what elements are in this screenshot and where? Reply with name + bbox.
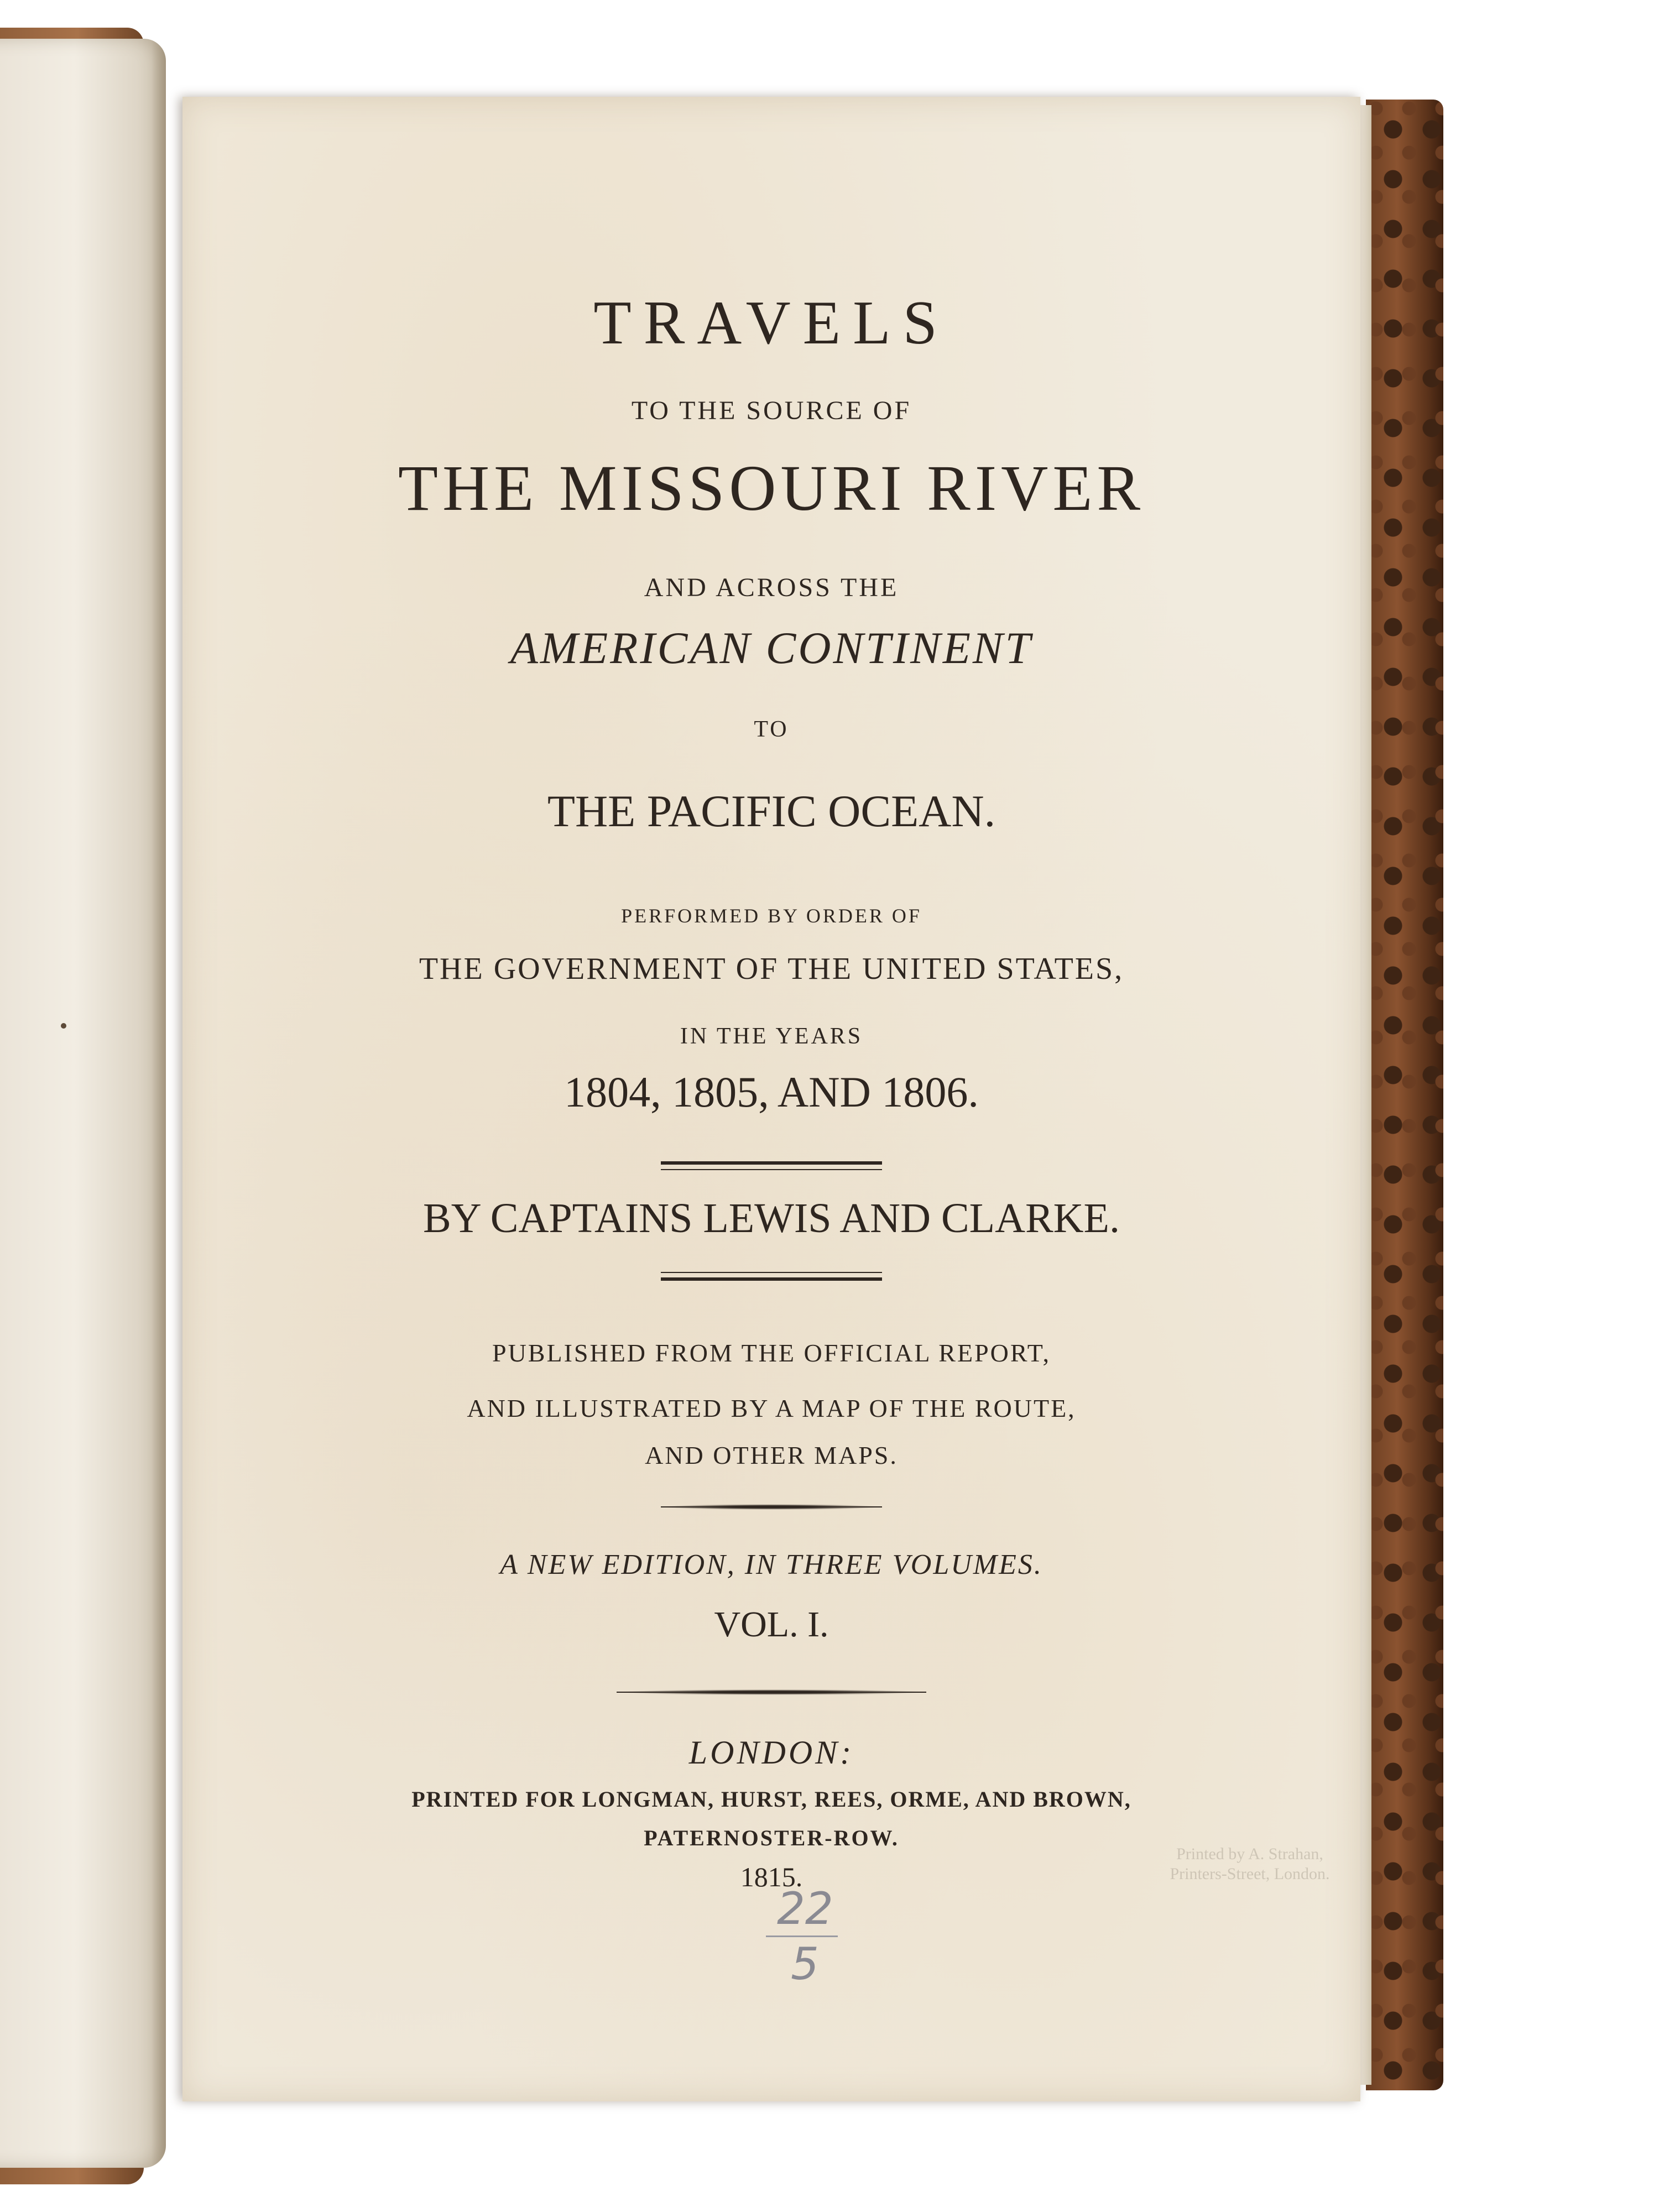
across-line: AND ACROSS THE bbox=[644, 573, 899, 602]
year-line: 1815. bbox=[740, 1861, 803, 1892]
address-line: PATERNOSTER-ROW. bbox=[644, 1825, 899, 1850]
years-line: 1804, 1805, AND 1806. bbox=[564, 1068, 979, 1116]
performed-line: PERFORMED BY ORDER OF bbox=[621, 905, 922, 927]
place-line: LONDON: bbox=[688, 1734, 854, 1771]
years-label: IN THE YEARS bbox=[680, 1024, 863, 1049]
authors-line: BY CAPTAINS LEWIS AND CLARKE. bbox=[423, 1195, 1120, 1241]
ocean-line: THE PACIFIC OCEAN. bbox=[547, 786, 996, 836]
leather-cover-edge bbox=[1366, 100, 1443, 2090]
offset-imprint-line: Printed by A. Strahan, bbox=[1176, 1845, 1323, 1863]
edition-line: A NEW EDITION, IN THREE VOLUMES. bbox=[500, 1549, 1043, 1580]
ornament-rule bbox=[661, 1504, 882, 1510]
publication-line: PUBLISHED FROM THE OFFICIAL REPORT, bbox=[492, 1339, 1051, 1367]
to-line: TO bbox=[754, 717, 789, 742]
publication-line: AND ILLUSTRATED BY A MAP OF THE ROUTE, bbox=[467, 1394, 1076, 1422]
pencil-mark-numerator: 22 bbox=[777, 1883, 833, 1934]
left-endpaper bbox=[0, 39, 166, 2168]
double-rule bbox=[661, 1161, 882, 1170]
volume-line: VOL. I. bbox=[714, 1604, 829, 1645]
pencil-mark-denominator: 5 bbox=[791, 1938, 819, 1990]
river-line: THE MISSOURI RIVER bbox=[398, 452, 1145, 524]
publication-line: AND OTHER MAPS. bbox=[645, 1441, 898, 1469]
title: TRAVELS bbox=[593, 289, 950, 357]
printer-line: PRINTED FOR LONGMAN, HURST, REES, ORME, AND BROWN, bbox=[411, 1787, 1131, 1812]
ornament-rule bbox=[617, 1689, 926, 1695]
pencil-fraction-bar bbox=[766, 1936, 838, 1937]
continent-line: AMERICAN CONTINENT bbox=[510, 623, 1033, 673]
offset-imprint-line: Printers-Street, London. bbox=[1170, 1865, 1330, 1883]
title-page bbox=[182, 97, 1360, 2101]
subtitle-line: TO THE SOURCE OF bbox=[631, 396, 912, 425]
offset-imprint bbox=[1167, 1844, 1333, 1884]
government-line: THE GOVERNMENT OF THE UNITED STATES, bbox=[419, 952, 1124, 986]
foxing-spot bbox=[61, 1023, 66, 1029]
double-rule bbox=[661, 1272, 882, 1281]
